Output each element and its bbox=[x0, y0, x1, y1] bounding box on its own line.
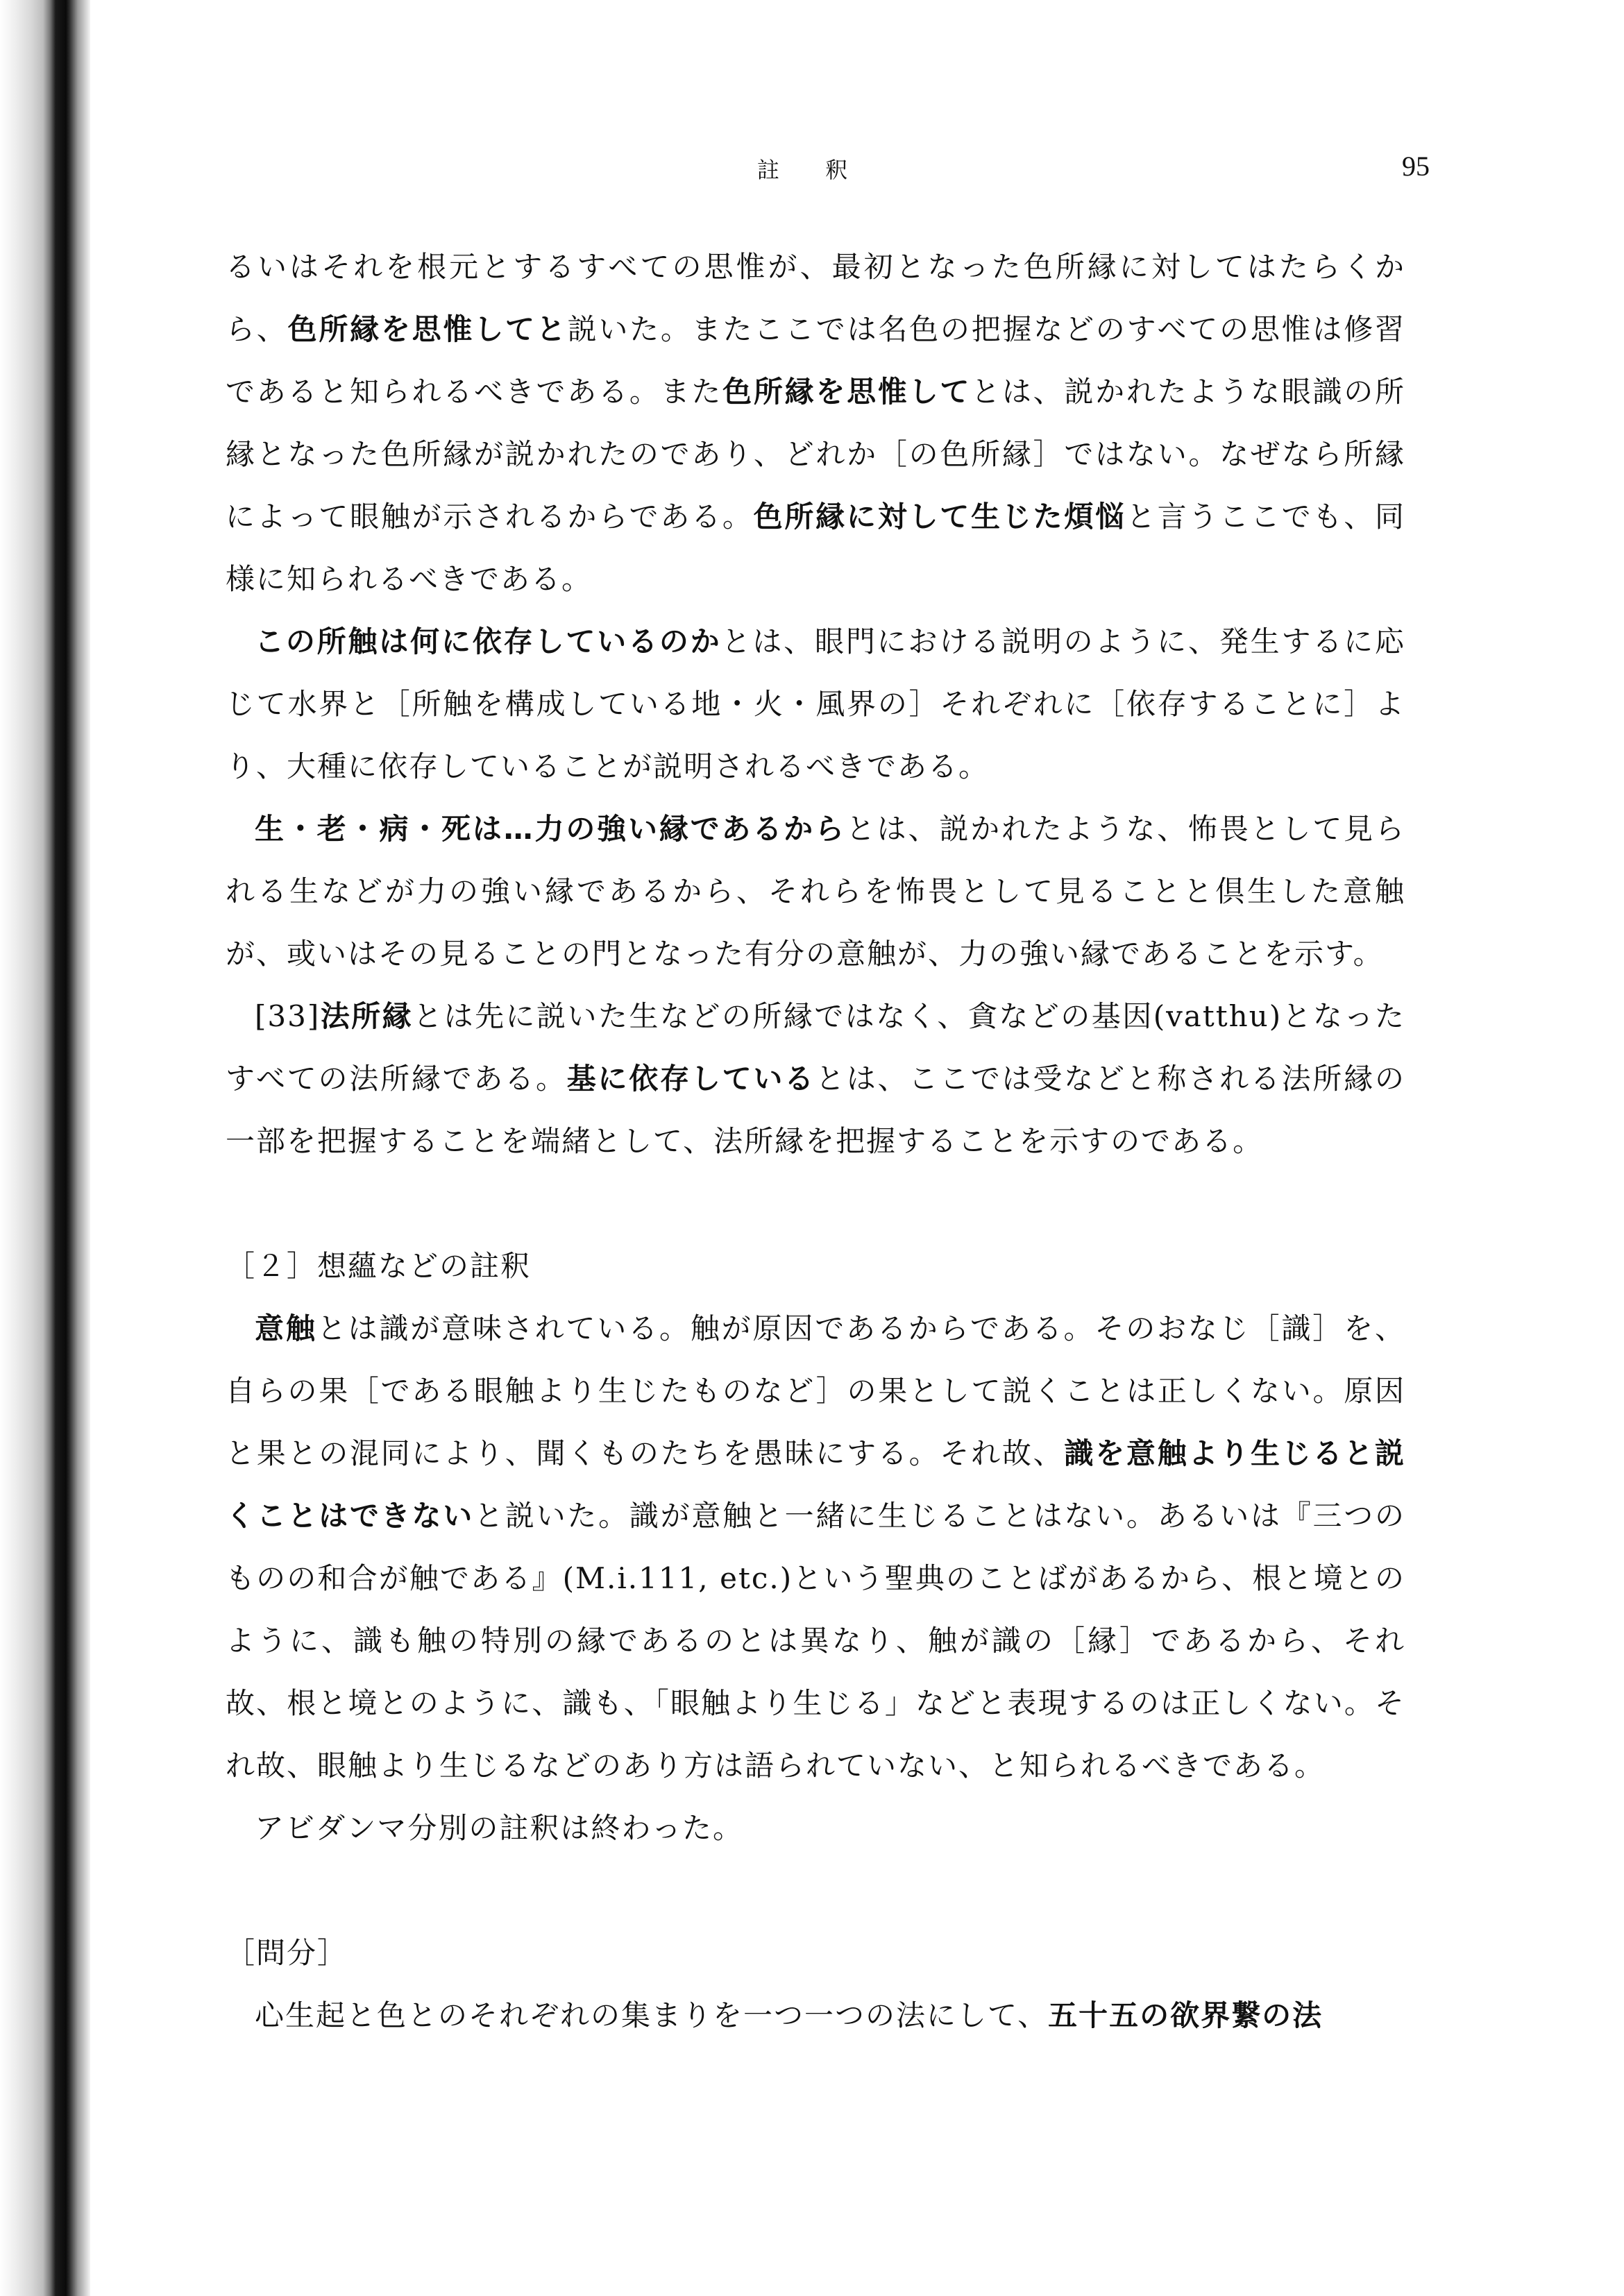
text-run: るいはそれを根元とするすべての思惟が、最初となった色所縁に対してはたらくから、 bbox=[226, 250, 1405, 346]
text-run: とは識が意味されている。触が原因であるからである。そのおなじ［識］を、自らの果［である眼触より生じたものなど］の果として説くことは正しくない。原因と果との混同により、聞くものたちを愚昧にする。それ故、 bbox=[226, 1311, 1405, 1470]
section-heading: ［問分］ bbox=[226, 1936, 348, 1970]
text-run: とは、眼門における説明のように、発生するに応じて水界と［所触を構成している地・火・風界の］それぞれに［依存することに］より、大種に依存していることが説明されるべきである。 bbox=[226, 624, 1405, 783]
paragraph-1 bbox=[226, 236, 1405, 611]
reference-number: [33] bbox=[255, 999, 321, 1033]
bold-term: 意触 bbox=[255, 1311, 317, 1345]
paragraph-5 bbox=[226, 1298, 1405, 1797]
header-title: 註 釈 bbox=[756, 157, 868, 183]
binding-edge bbox=[69, 0, 90, 2296]
binding-shadow bbox=[0, 0, 69, 2296]
bold-term: 識を意触より生じると説くことはできない bbox=[226, 1436, 1405, 1533]
page-body bbox=[226, 236, 1405, 2047]
bold-term: 法所縁 bbox=[320, 999, 414, 1033]
paragraph-6: アビダンマ分別の註釈は終わった。 bbox=[255, 1811, 744, 1845]
text-run: とは、ここでは受などと称される法所縁の一部を把握することを端緒として、法所縁を把握することを示すのである。 bbox=[226, 1062, 1405, 1158]
paragraph-4 bbox=[226, 985, 1405, 1173]
section-heading: ［２］想蘊などの註釈 bbox=[226, 1249, 532, 1283]
bold-term: 色所縁を思惟して bbox=[722, 375, 972, 409]
page-number: 95 bbox=[1402, 151, 1430, 182]
running-head bbox=[208, 146, 1430, 187]
text-run: 説いた。またここでは名色の把握などのすべての思惟は修習であると知られるべきである。また bbox=[226, 312, 1405, 409]
text-run: と言うここでも、同様に知られるべきである。 bbox=[226, 500, 1405, 596]
bold-term: 五十五の欲界繋の法 bbox=[1048, 1998, 1323, 2032]
bold-term: 生・老・病・死は…力の強い縁であるから bbox=[255, 812, 846, 846]
text-run: 心生起と色とのそれぞれの集まりを一つ一つの法にして、 bbox=[255, 1998, 1049, 2032]
bold-term: 基に依存している bbox=[566, 1062, 815, 1096]
bold-term: 色所縁を思惟してと bbox=[287, 312, 568, 346]
bold-term: この所触は何に依存しているのか bbox=[255, 624, 722, 658]
paragraph-7 bbox=[226, 1984, 1405, 2047]
text-run: とは、説かれたような、怖畏として見られる生などが力の強い縁であるから、それらを怖畏として見ることと倶生した意触が、或いはその見ることの門となった有分の意触が、力の強い縁であることを示す。 bbox=[226, 812, 1405, 971]
paragraph-3 bbox=[226, 798, 1405, 985]
text-run: とは、説かれたような眼識の所縁となった色所縁が説かれたのであり、どれか［の色所縁］ではない。なぜなら所縁によって眼触が示されるからである。 bbox=[226, 375, 1405, 534]
paragraph-2 bbox=[226, 611, 1405, 798]
text-run: とは先に説いた生などの所縁ではなく、貪などの基因(vatthu)となったすべての法所縁である。 bbox=[226, 999, 1405, 1096]
text-run: と説いた。識が意触と一緒に生じることはない。あるいは『三つのものの和合が触である』(M.i.111, etc.)という聖典のことばがあるから、根と境とのように、識も触の特別の縁であるのとは異なり、触が識の［縁］であるから、それ故、根と境とのように、識も、「眼触より生じる」などと表現するのは正しくない。それ故、眼触より生じるなどのあり方は語られていない、と知られるべきである。 bbox=[226, 1499, 1405, 1783]
bold-term: 色所縁に対して生じた煩悩 bbox=[753, 500, 1126, 534]
